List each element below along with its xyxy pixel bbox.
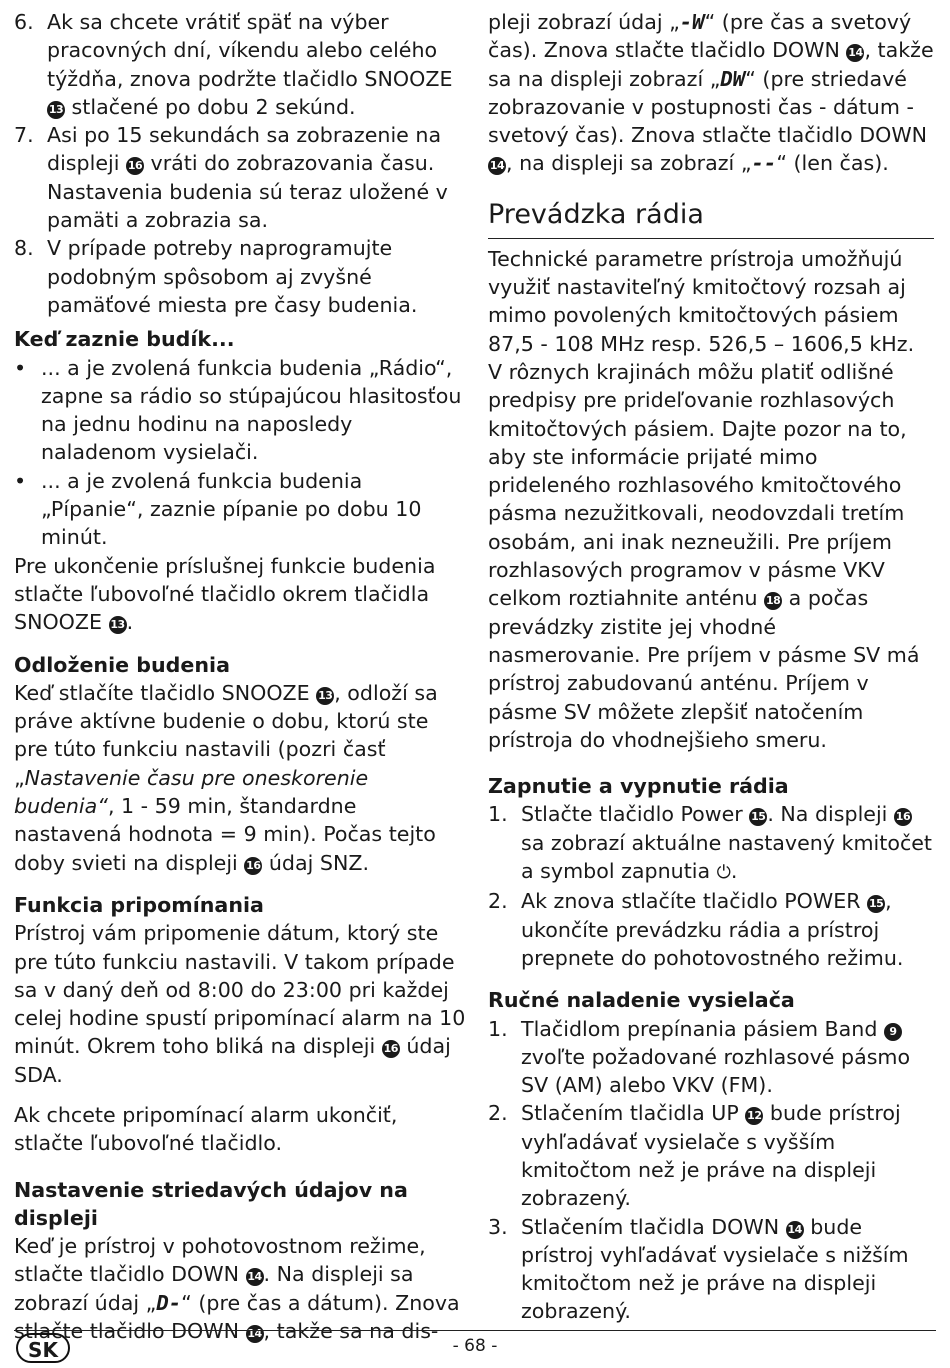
page-number: - 68 - bbox=[452, 1336, 498, 1356]
heading-reminder: Funkcia pripomínania bbox=[14, 892, 264, 917]
list-item: 2. Ak znova stlačíte tlačidlo POWER 15, ukončíte prevádzku rádia a prístroj prepnete do pohotovostného režimu. bbox=[488, 889, 904, 970]
callout-number-icon: 16 bbox=[244, 857, 262, 875]
bullet-item: • ... a je zvolená funkcia budenia „Pípanie“, zaznie pípanie po dobu 10 minút. bbox=[14, 468, 422, 550]
item-text: Asi po 15 sekundách sa zobrazenie na displeji 16 vráti do zobrazovania času. Nastavenia budenia sú teraz uložené v pamäti a zobrazia sa. bbox=[47, 123, 448, 233]
list-item: 1. Tlačidlom prepínania pásiem Band 9 zvoľte požadované rozhlasové pásmo SV (AM) alebo VKV (FM). bbox=[488, 1016, 911, 1098]
display-segment-text: -W bbox=[679, 10, 705, 34]
power-icon: ⏻ bbox=[716, 862, 731, 884]
item-text: Ak sa chcete vrátiť späť na výber pracovných dní, víkendu alebo celého týždňa, znova podržte tlačidlo SNOOZE 13 stlačené po dobu 2 sekúnd. bbox=[47, 10, 453, 119]
heading-snooze: Odloženie budenia bbox=[14, 652, 230, 677]
callout-number-icon: 14 bbox=[246, 1268, 264, 1286]
callout-number-icon: 16 bbox=[126, 157, 144, 175]
callout-number-icon: 16 bbox=[382, 1040, 400, 1058]
list-item bbox=[14, 121, 466, 234]
item-text: V prípade potreby naprogramujte podobným spôsobom aj zvyšné pamäťové miesta pre časy budenia. bbox=[47, 236, 418, 317]
heading-alarm: Keď zaznie budík... bbox=[14, 327, 235, 352]
display-segment-text: DW bbox=[720, 66, 746, 91]
display-segment-text: D- bbox=[156, 1290, 182, 1315]
callout-number-icon: 12 bbox=[745, 1107, 763, 1125]
heading-manual-tuning: Ručné naladenie vysielača bbox=[488, 988, 795, 1013]
paragraph-alternating-display-cont: pleji zobrazí údaj „-W“ (pre čas a svetový čas). Znova stlačte tlačidlo DOWN 14, takže sa na displeji zobrazí „DW“ (pre striedavé zobrazovanie v postupnosti čas - dátum - svetový čas). Znova stlačte tlačidlo DOWN 14, na displeji sa zobrazí „--“ (len čas). bbox=[488, 10, 934, 176]
list-item: 1. Stlačte tlačidlo Power 15. Na displeji 16 sa zobrazí aktuálne nastavený kmitočet a symbol zapnutia ⏻. bbox=[488, 800, 934, 887]
callout-number-icon: 18 bbox=[764, 592, 782, 610]
list-item bbox=[14, 234, 466, 319]
paragraph-snooze: Keď stlačíte tlačidlo SNOOZE 13, odloží sa práve aktívne budenie o dobu, ktorú ste pre túto funkciu nastavili (pozri časť „Nastavenie času pre oneskorenie budenia“, 1 - 59 min, štandardne nastavená hodnota = 9 min). Počas tejto doby svieti na displeji 16 údaj SNZ. bbox=[14, 680, 438, 875]
item-number: 7. bbox=[14, 123, 34, 148]
callout-number-icon: 15 bbox=[749, 808, 767, 826]
callout-number-icon: 14 bbox=[846, 44, 864, 62]
footer-rule bbox=[14, 1330, 936, 1331]
language-badge: SK bbox=[16, 1333, 70, 1363]
bullet-item: • ... a je zvolená funkcia budenia „Rádio“, zapne sa rádio so stúpajúcou hlasitosťou na jednu hodinu na naposledy naladenom vysielači. bbox=[14, 355, 462, 465]
callout-number-icon: 15 bbox=[867, 895, 885, 913]
item-number: 8. bbox=[14, 236, 34, 261]
paragraph-reminder: Prístroj vám pripomenie dátum, ktorý ste pre túto funkciu nastavili. V takom prípade sa v daný deň od 8:00 do 23:00 pri každej celej hodine spustí pripomínací alarm na 10 minút. Okrem toho bliká na displeji 16 údaj SDA. bbox=[14, 921, 466, 1087]
left-column bbox=[14, 8, 466, 1345]
paragraph-reminder-end: Ak chcete pripomínací alarm ukončiť, stlačte ľubovoľné tlačidlo. bbox=[14, 1102, 398, 1156]
section-heading-radio: Prevádzka rádia bbox=[488, 198, 934, 239]
callout-number-icon: 13 bbox=[109, 616, 127, 634]
paragraph-radio: Technické parametre prístroja umožňujú využiť nastaviteľný kmitočtový rozsah aj mimo povolených kmitočtových pásiem 87,5 - 108 MHz resp. 526,5 – 1606,5 kHz. V rôznych krajinách môžu platiť odlišné predpisy pre prideľovanie rozhlasových kmitočtových pásiem. Dajte pozor na to, aby ste informácie prijaté mimo prideleného rozhlasového kmitočtového pásma nezužitkovali, neodovzdali tretím osobám, ani inak nezneužili. Pre príjem rozhlasových programov v pásme VKV celkom roztiahnite anténu 18 a počas prevádzky zistite jej vhodné nasmerovanie. Pre príjem v pásme SV má prístroj zabudovanú anténu. Príjem v pásme SV môžete zlepšiť natočením prístroja do vhodnejšieho smeru. bbox=[488, 246, 920, 752]
paragraph-alternating-display: Keď je prístroj v pohotovostnom režime, stlačte tlačidlo DOWN 14. Na displeji sa zobrazí údaj „D-“ (pre čas a dátum). Znova stlačte tlačidlo DOWN 14, takže sa na dis- bbox=[14, 1234, 460, 1344]
heading-alternating-display: Nastavenie striedavých údajov na displeji bbox=[14, 1177, 408, 1230]
list-item: 2. Stlačením tlačidla UP 12 bude prístroj vyhľadávať vysielače s vyšším kmitočtom než je práve na displeji zobrazený. bbox=[488, 1101, 901, 1211]
callout-number-icon: 16 bbox=[894, 808, 912, 826]
display-segment-text: -- bbox=[751, 151, 777, 176]
item-number: 6. bbox=[14, 10, 34, 34]
callout-number-icon: 14 bbox=[786, 1221, 804, 1239]
callout-number-icon: 13 bbox=[316, 687, 334, 705]
paragraph-end-alarm: Pre ukončenie príslušnej funkcie budenia stlačte ľubovoľné tlačidlo okrem tlačidla SNOOZE 13. bbox=[14, 553, 436, 635]
callout-number-icon: 13 bbox=[47, 101, 65, 119]
heading-radio-onoff: Zapnutie a vypnutie rádia bbox=[488, 774, 789, 799]
right-column bbox=[488, 8, 934, 1326]
callout-number-icon: 14 bbox=[488, 157, 506, 175]
list-item bbox=[14, 8, 466, 121]
callout-number-icon: 14 bbox=[246, 1325, 264, 1343]
callout-number-icon: 9 bbox=[884, 1023, 902, 1041]
list-item: 3. Stlačením tlačidla DOWN 14 bude prístroj vyhľadávať vysielače s nižším kmitočtom než je práve na displeji zobrazený. bbox=[488, 1214, 909, 1324]
